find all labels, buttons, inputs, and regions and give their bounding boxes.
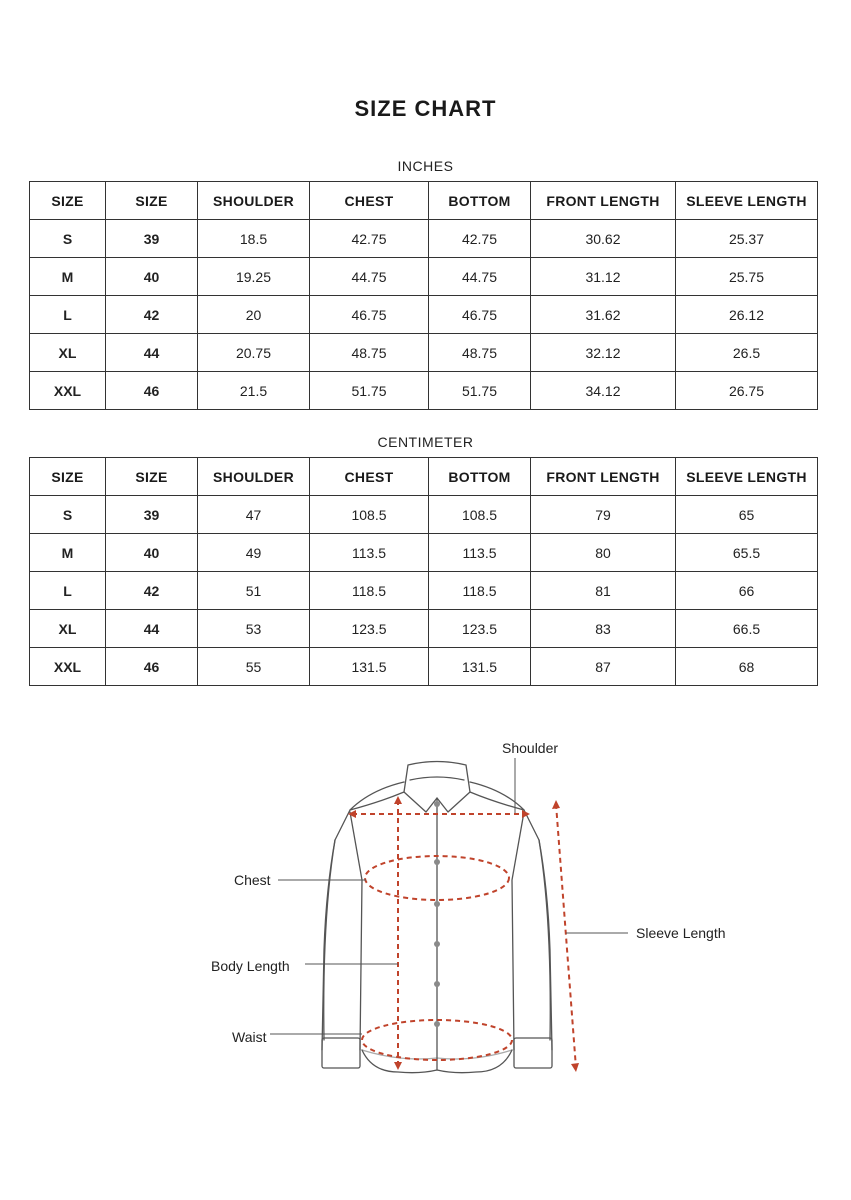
table-cell: 48.75 <box>429 334 531 372</box>
table-cell: 108.5 <box>310 496 429 534</box>
table-row <box>30 296 818 334</box>
column-header: CHEST <box>310 458 429 496</box>
table-cell: 40 <box>106 534 198 572</box>
table-cell: XL <box>30 610 106 648</box>
table-cell: XXL <box>30 372 106 410</box>
centimeter-label: CENTIMETER <box>377 434 474 450</box>
table-cell: 80 <box>531 534 676 572</box>
table-cell: 39 <box>106 220 198 258</box>
table-cell: XL <box>30 334 106 372</box>
table-cell: 30.62 <box>531 220 676 258</box>
table-cell: 51 <box>198 572 310 610</box>
table-cell: 81 <box>531 572 676 610</box>
body-length-label: Body Length <box>211 958 290 974</box>
table-cell: 34.12 <box>531 372 676 410</box>
table-cell: 113.5 <box>429 534 531 572</box>
table-cell: 42 <box>106 572 198 610</box>
measurement-lines <box>352 800 576 1068</box>
table-cell: 26.12 <box>676 296 818 334</box>
table-row <box>30 372 818 410</box>
column-header: BOTTOM <box>429 182 531 220</box>
table-cell: 65.5 <box>676 534 818 572</box>
measurement-arrowheads <box>348 796 579 1072</box>
table-cell: 46.75 <box>429 296 531 334</box>
table-cell: 108.5 <box>429 496 531 534</box>
table-cell: 46.75 <box>310 296 429 334</box>
table-header-row <box>30 458 818 496</box>
table-cell: 26.75 <box>676 372 818 410</box>
table-cell: M <box>30 534 106 572</box>
table-cell: 46 <box>106 372 198 410</box>
table-cell: 18.5 <box>198 220 310 258</box>
table-cell: 44.75 <box>310 258 429 296</box>
table-cell: 48.75 <box>310 334 429 372</box>
table-cell: 31.62 <box>531 296 676 334</box>
column-header: SLEEVE LENGTH <box>676 182 818 220</box>
table-row <box>30 334 818 372</box>
table-row <box>30 648 818 686</box>
table-cell: 32.12 <box>531 334 676 372</box>
table-cell: S <box>30 496 106 534</box>
table-cell: 21.5 <box>198 372 310 410</box>
table-cell: 44 <box>106 334 198 372</box>
table-cell: 66.5 <box>676 610 818 648</box>
table-cell: 131.5 <box>310 648 429 686</box>
table-cell: 20 <box>198 296 310 334</box>
table-cell: 47 <box>198 496 310 534</box>
table-cell: 55 <box>198 648 310 686</box>
table-cell: 83 <box>531 610 676 648</box>
table-cell: 42 <box>106 296 198 334</box>
shirt-measurement-diagram <box>0 720 851 1120</box>
centimeter-table <box>29 457 818 686</box>
sleeve-length-measure <box>556 804 576 1068</box>
table-cell: L <box>30 296 106 334</box>
table-cell: 79 <box>531 496 676 534</box>
table-row <box>30 258 818 296</box>
column-header: SIZE <box>30 182 106 220</box>
table-cell: 113.5 <box>310 534 429 572</box>
table-cell: 51.75 <box>310 372 429 410</box>
column-header: FRONT LENGTH <box>531 458 676 496</box>
column-header: SLEEVE LENGTH <box>676 458 818 496</box>
table-header-row <box>30 182 818 220</box>
table-cell: 118.5 <box>310 572 429 610</box>
column-header: SIZE <box>106 458 198 496</box>
table-cell: 118.5 <box>429 572 531 610</box>
table-cell: 65 <box>676 496 818 534</box>
column-header: BOTTOM <box>429 458 531 496</box>
column-header: SHOULDER <box>198 182 310 220</box>
table-cell: 39 <box>106 496 198 534</box>
column-header: FRONT LENGTH <box>531 182 676 220</box>
table-cell: XXL <box>30 648 106 686</box>
table-cell: 44 <box>106 610 198 648</box>
waist-label: Waist <box>232 1029 267 1045</box>
table-row <box>30 220 818 258</box>
column-header: SIZE <box>106 182 198 220</box>
inches-label: INCHES <box>397 158 454 174</box>
table-cell: 26.5 <box>676 334 818 372</box>
table-cell: 51.75 <box>429 372 531 410</box>
table-cell: L <box>30 572 106 610</box>
table-cell: 20.75 <box>198 334 310 372</box>
table-cell: 123.5 <box>310 610 429 648</box>
sleeve-length-label: Sleeve Length <box>636 925 726 941</box>
shoulder-label: Shoulder <box>502 740 559 756</box>
table-cell: 123.5 <box>429 610 531 648</box>
column-header: SIZE <box>30 458 106 496</box>
table-cell: M <box>30 258 106 296</box>
table-row <box>30 610 818 648</box>
table-cell: 31.12 <box>531 258 676 296</box>
table-cell: 25.75 <box>676 258 818 296</box>
chest-label: Chest <box>234 872 271 888</box>
inches-table <box>29 181 818 410</box>
table-row <box>30 572 818 610</box>
table-cell: 66 <box>676 572 818 610</box>
table-row <box>30 496 818 534</box>
table-cell: 131.5 <box>429 648 531 686</box>
column-header: CHEST <box>310 182 429 220</box>
table-cell: 87 <box>531 648 676 686</box>
page-title: SIZE CHART <box>354 96 497 121</box>
table-cell: 46 <box>106 648 198 686</box>
table-cell: 42.75 <box>429 220 531 258</box>
table-cell: 53 <box>198 610 310 648</box>
column-header: SHOULDER <box>198 458 310 496</box>
table-cell: 19.25 <box>198 258 310 296</box>
table-cell: 25.37 <box>676 220 818 258</box>
table-cell: 68 <box>676 648 818 686</box>
table-cell: 40 <box>106 258 198 296</box>
table-cell: 42.75 <box>310 220 429 258</box>
table-row <box>30 534 818 572</box>
shirt-illustration <box>0 720 851 1120</box>
table-cell: 49 <box>198 534 310 572</box>
table-cell: 44.75 <box>429 258 531 296</box>
table-cell: S <box>30 220 106 258</box>
